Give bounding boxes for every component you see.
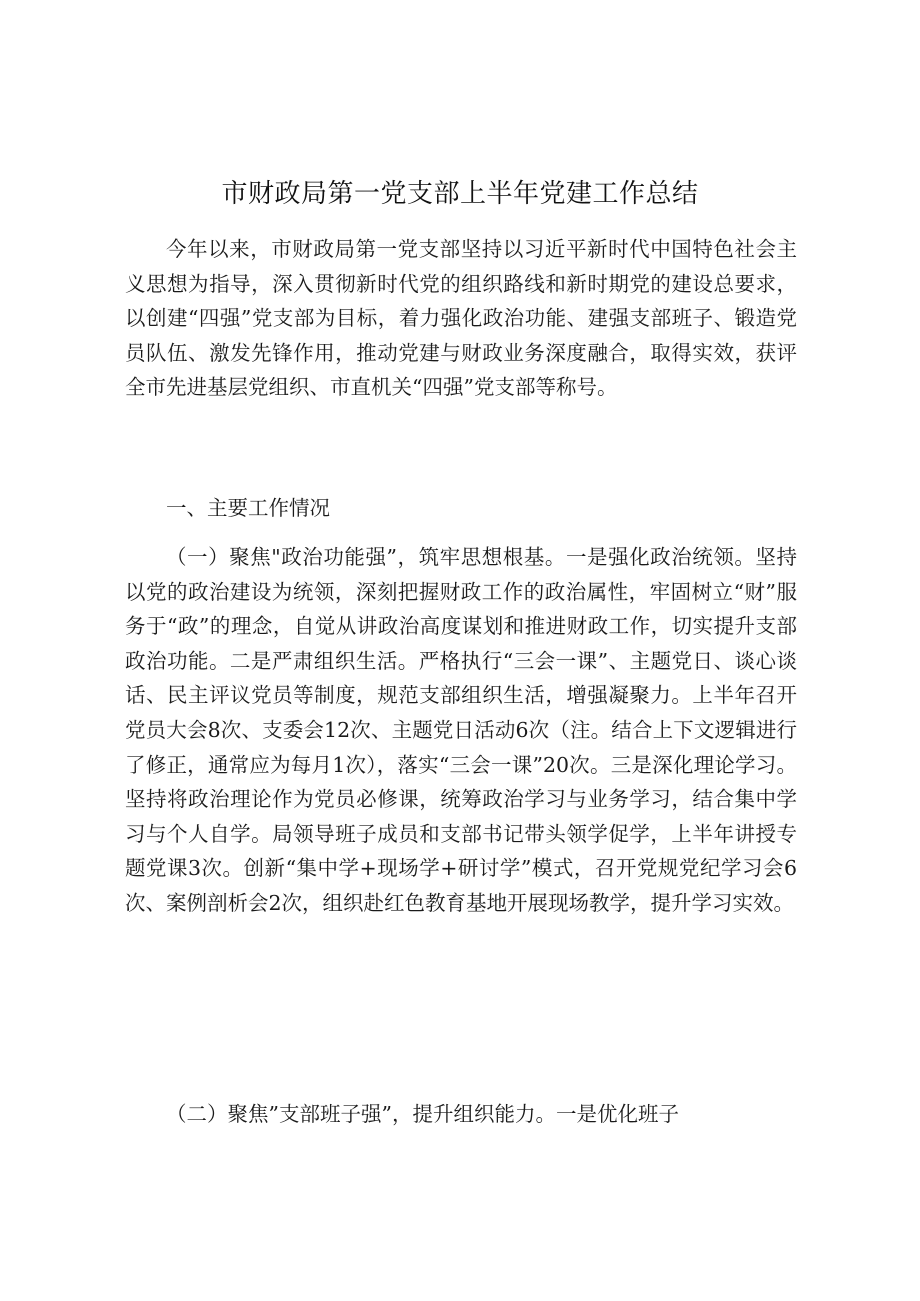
intro-paragraph: 今年以来，市财政局第一党支部坚持以习近平新时代中国特色社会主义思想为指导，深入贯彻新时代党的组织路线和新时期党的建设总要求，以创建“四强”党支部为目标，着力强化政治功能、建强支部班子、锻造党员队伍、激发先锋作用，推动党建与财政业务深度融合，取得实效，获评全市先进基层党组织、市直机关“四强”党支部等称号。: [125, 237, 797, 400]
section-1-paragraph: （一）聚焦"政治功能强”，筑牢思想根基。一是强化政治统领。坚持以党的政治建设为统领，深刻把握财政工作的政治属性，牢固树立“财”服务于“政”的理念，自觉从讲政治高度谋划和推进财政工作，切实提升支部政治功能。二是严肃组织生活。严格执行“三会一课”、主题党日、谈心谈话、民主评议党员等制度，规范支部组织生活，增强凝聚力。上半年召开党员大会8次、支委会12次、主题党日活动6次（注。结合上下文逻辑进行了修正，通常应为每月1次），落实“三会一课”20次。三是深化理论学习。坚持将政治理论作为党员必修课，统筹政治学习与业务学习，结合集中学习与个人自学。局领导班子成员和支部书记带头领学促学，上半年讲授专题党课3次。创新“集中学+现场学+研讨学”模式，召开党规党纪学习会6次、案例剖析会2次，组织赴红色教育基地开展现场教学，提升学习实效。: [125, 545, 797, 915]
document-title: 市财政局第一党支部上半年党建工作总结: [221, 179, 699, 209]
section-2-paragraph: （二）聚焦”支部班子强”，提升组织能力。一是优化班子: [166, 1102, 679, 1126]
section-heading-main-work: 一、主要工作情况: [166, 496, 330, 520]
